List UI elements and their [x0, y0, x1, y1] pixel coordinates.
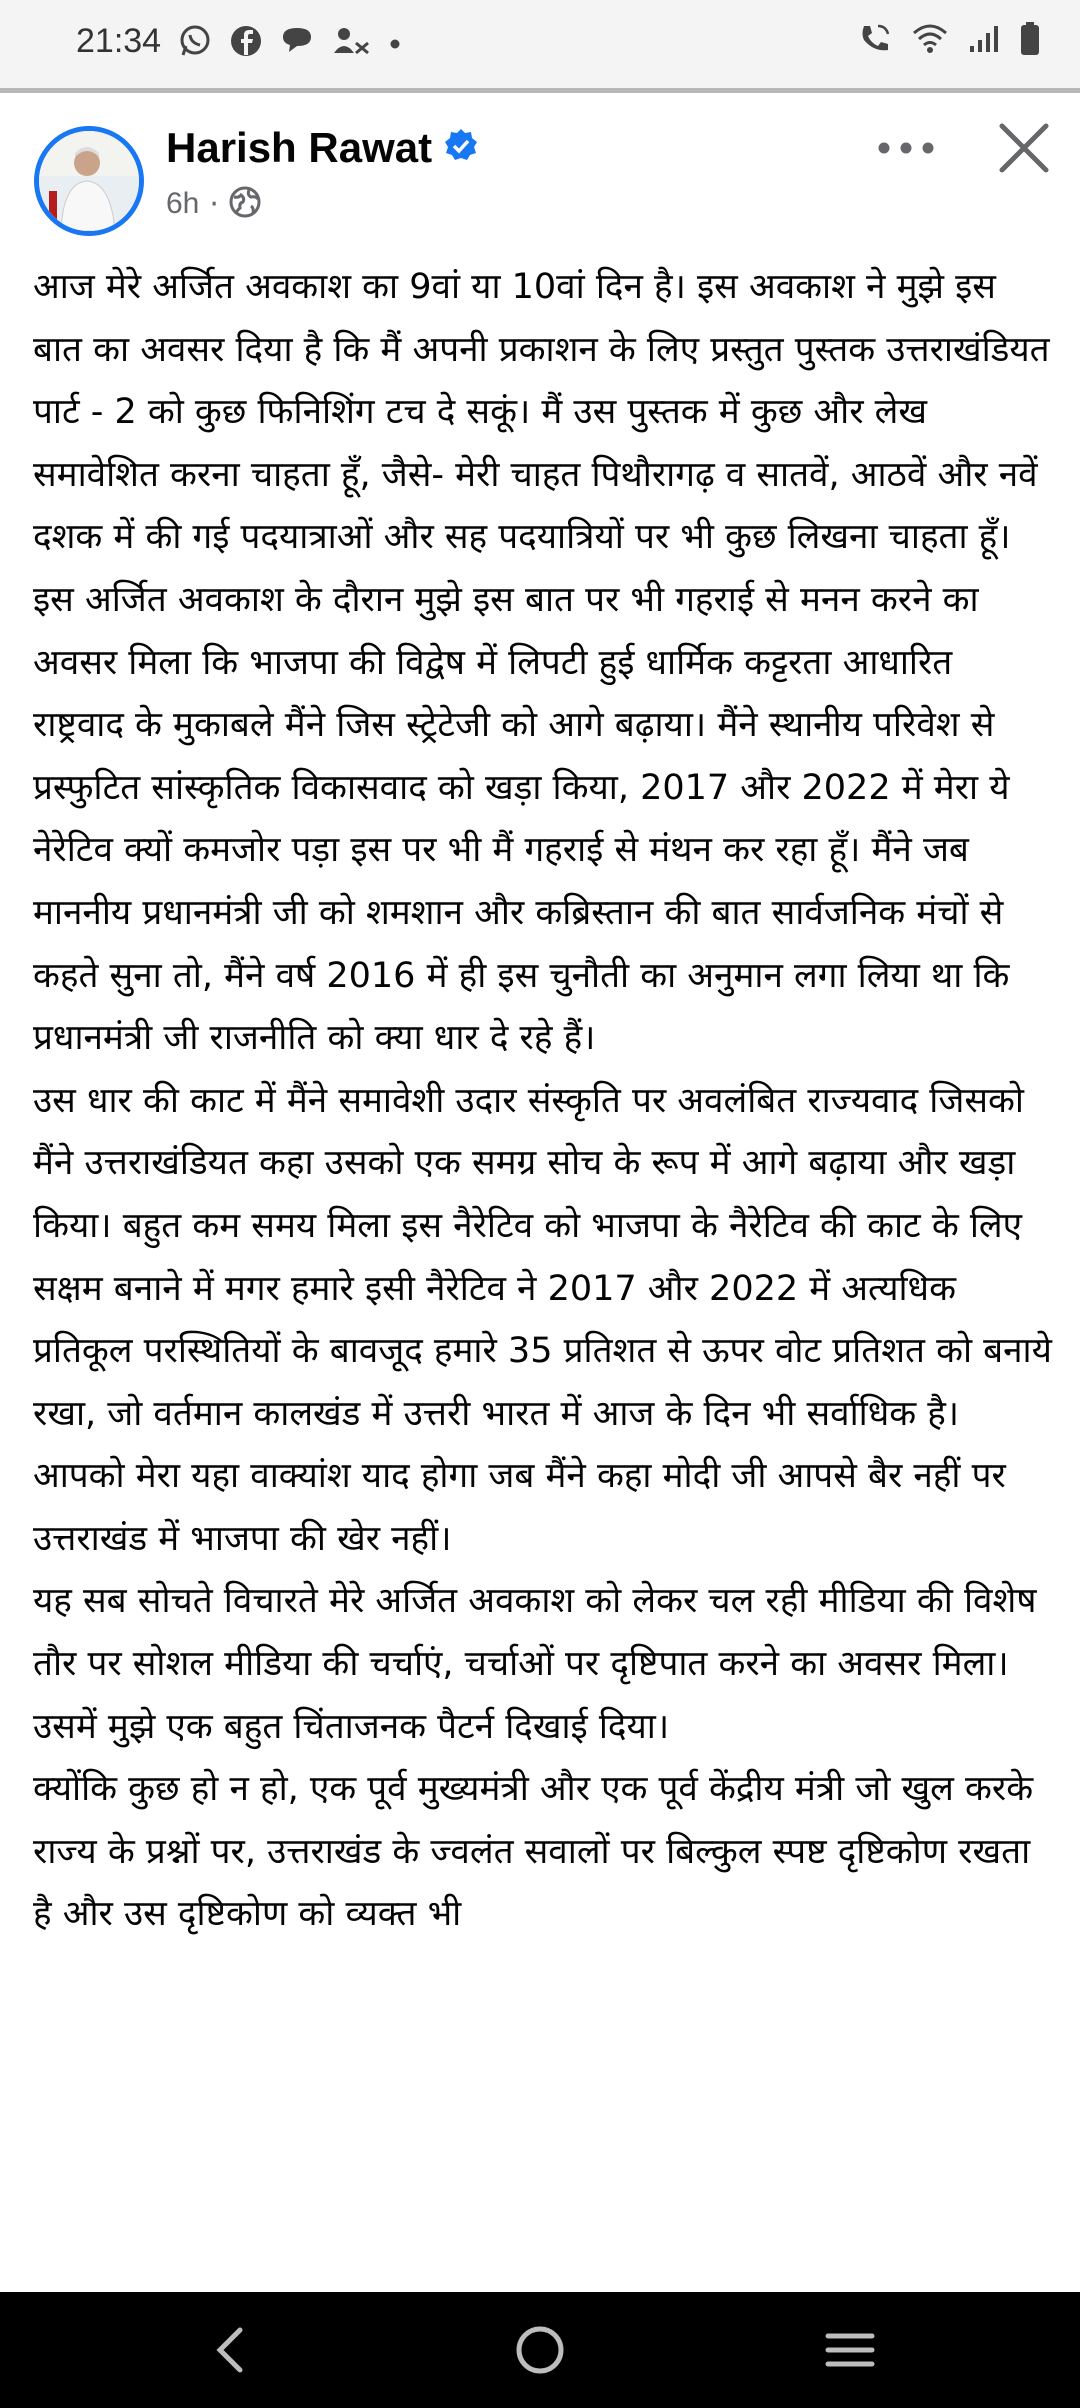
- author-row: [166, 124, 480, 172]
- close-button[interactable]: [994, 118, 1054, 178]
- status-left-icons: [178, 24, 400, 62]
- home-button[interactable]: [470, 2292, 610, 2408]
- more-options-button[interactable]: [874, 128, 938, 168]
- recents-button[interactable]: [780, 2292, 920, 2408]
- status-right-icons: [858, 22, 1040, 60]
- signal-icon: [968, 24, 1000, 58]
- author-name[interactable]: Harish Rawat: [166, 124, 433, 171]
- avatar-image: [39, 131, 139, 231]
- post-text: [33, 256, 1053, 1946]
- post-paragraph: क्योंकि कुछ हो न हो, एक पूर्व मुख्यमंत्री और एक पूर्व केंद्रीय मंत्री जो खुल करके राज्य के प्रश्नों पर, उत्तराखंड के ज्वलंत सवालों पर बिल्कुल स्पष्ट दृष्टिकोण रखता है और उस दृष्टिकोण को व्यक्त भी: [33, 1769, 1034, 1935]
- status-divider: [0, 88, 1080, 93]
- back-icon: [208, 2324, 252, 2376]
- recents-icon: [824, 2328, 876, 2372]
- verified-badge-icon: [442, 127, 480, 169]
- messenger-icon: [280, 25, 314, 61]
- status-time: 21:34: [76, 22, 162, 60]
- wifi-calling-icon: [858, 22, 892, 60]
- close-icon: [994, 118, 1054, 178]
- system-nav-bar: [0, 2292, 1080, 2408]
- whatsapp-icon: [178, 24, 212, 62]
- wifi-icon: [912, 23, 948, 59]
- back-button[interactable]: [160, 2292, 300, 2408]
- meta-separator: ·: [209, 186, 219, 222]
- post-paragraph: आज मेरे अर्जित अवकाश का 9वां या 10वां दिन है। इस अवकाश ने मुझे इस बात का अवसर दिया है कि मैं अपनी प्रकाशन के लिए प्रस्तुत पुस्तक उत्तराखंडियत पार्ट - 2 को कुछ फिनिशिंग टच दे सकूं। मैं उस पुस्तक में कुछ और लेख समावेशित करना चाहता हूँ, जैसे- मेरी चाहत पिथौरागढ़ व सातवें, आठवें और नवें दशक में की गई पदयात्राओं और सह पदयात्रियों पर भी कुछ लिखना चाहता हूँ। इस अर्जित अवकाश के दौरान मुझे इस बात पर भी गहराई से मनन करने का अवसर मिला कि भाजपा की विद्वेष में लिपटी हुई धार्मिक कट्टरता आधारित राष्ट्रवाद के मुकाबले मैंने जिस स्ट्रेटेजी को आगे बढ़ाया। मैंने स्थानीय परिवेश से प्रस्फुटित सांस्कृतिक विकासवाद को खड़ा किया, 2017 और 2022 में मेरा ये नेरेटिव क्यों कमजोर पड़ा इस पर भी मैं गहराई से मंथन कर रहा हूँ। मैंने जब माननीय प्रधानमंत्री जी को शमशान और कब्रिस्तान की बात सार्वजनिक मंचों से कहते सुना तो, मैंने वर्ष 2016 में ही इस चुनौती का अनुमान लगा लिया था कि प्रधानमंत्री जी राजनीति को क्या धार दे रहे हैं।: [33, 267, 1050, 1059]
- post-time[interactable]: 6h: [166, 187, 200, 220]
- status-bar: [0, 0, 1080, 88]
- post-meta: [166, 186, 261, 222]
- globe-icon: [229, 186, 261, 222]
- battery-icon: [1020, 22, 1040, 60]
- avatar[interactable]: [34, 126, 144, 236]
- more-dots-icon: [874, 128, 938, 168]
- post-paragraph: उस धार की काट में मैंने समावेशी उदार संस्कृति पर अवलंबित राज्यवाद जिसको मैंने उत्तराखंडियत कहा उसको एक समग्र सोच के रूप में आगे बढ़ाया और खड़ा किया। बहुत कम समय मिला इस नैरेटिव को भाजपा के नैरेटिव की काट के लिए सक्षम बनाने में मगर हमारे इसी नैरेटिव ने 2017 और 2022 में अत्यधिक प्रतिकूल परस्थितियों के बावजूद हमारे 35 प्रतिशत से ऊपर वोट प्रतिशत को बनाये रखा, जो वर्तमान कालखंड में उत्तरी भारत में आज के दिन भी सर्वाधिक है। आपको मेरा यहा वाक्यांश याद होगा जब मैंने कहा मोदी जी आपसे बैर नहीं पर उत्तराखंड में भाजपा की खेर नहीं।: [33, 1080, 1052, 1559]
- facebook-icon: [230, 25, 262, 61]
- dot-icon: [390, 34, 400, 53]
- home-icon: [512, 2322, 568, 2378]
- post-paragraph: यह सब सोचते विचारते मेरे अर्जित अवकाश को लेकर चल रही मीडिया की विशेष तौर पर सोशल मीडिया की चर्चाएं, चर्चाओं पर दृष्टिपात करने का अवसर मिला। उसमें मुझे एक बहुत चिंताजनक पैटर्न दिखाई दिया।: [33, 1581, 1037, 1747]
- notification-icon: [332, 25, 372, 61]
